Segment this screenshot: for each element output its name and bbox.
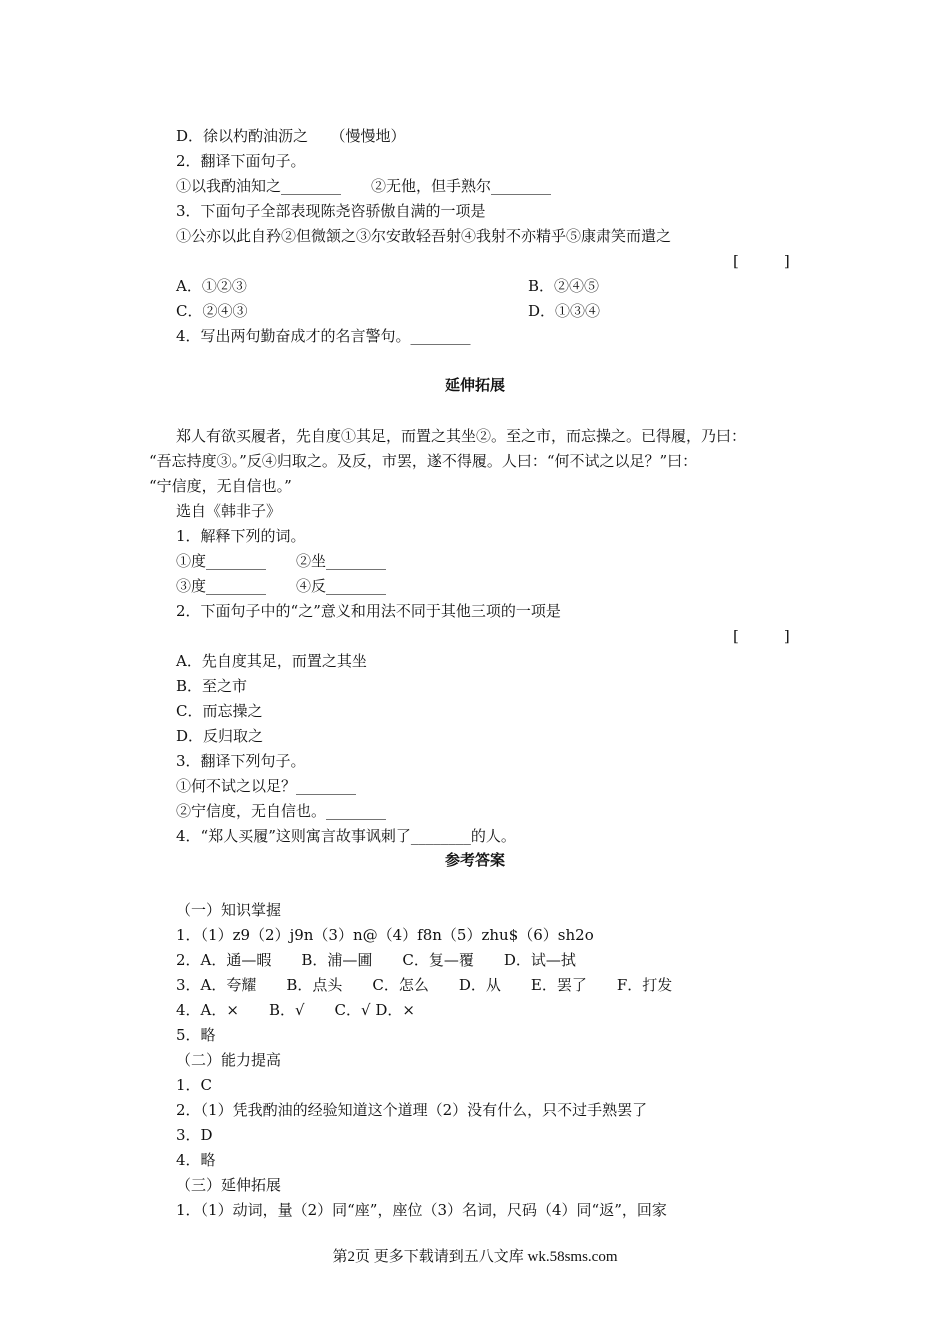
ext-question-4: 4．“郑人买履”这则寓言故事讽刺了________的人。 (176, 827, 516, 845)
option-a: A．①②③ (176, 277, 247, 295)
ext-question-1-items-b: ③度________ ④反________ (176, 577, 387, 595)
answer-1-2: 2．A．通—暇 B．浦—圃 C．复—覆 D．试—拭 (176, 951, 576, 969)
option-d-line: D．徐以杓酌油沥之 （慢慢地） (176, 127, 406, 145)
ext-question-3-a: ①何不试之以足？________ (176, 777, 357, 795)
question-3-heading: 3．下面句子全部表现陈尧咨骄傲自满的一项是 (176, 202, 486, 220)
answer-bracket: [ ] (733, 252, 790, 270)
passage-source: 选自《韩非子》 (176, 502, 282, 520)
answer-2-2: 2．（1）凭我酌油的经验知道这个道理（2）没有什么，只不过手熟罢了 (176, 1101, 648, 1119)
ext-option-b: B．至之市 (176, 677, 248, 695)
answers-subsection-2: （二）能力提高 (176, 1051, 282, 1069)
ext-answer-bracket: [ ] (733, 627, 790, 645)
option-c: C．②④③ (176, 302, 248, 320)
ext-question-1-items-a: ①度________ ②坐________ (176, 552, 387, 570)
option-d: D．①③④ (528, 302, 601, 320)
ext-question-1: 1．解释下列的词。 (176, 527, 306, 545)
answer-1-1: 1．（1）z9（2）j9n（3）n@（4）f8n（5）zhu$（6）sh2o (176, 926, 594, 944)
question-2-sentences: ①以我酌油知之________ ②无他，但手熟尔________ (176, 177, 552, 195)
answers-subsection-3: （三）延伸拓展 (176, 1176, 282, 1194)
ext-option-a: A．先自度其足，而置之其坐 (176, 652, 367, 670)
passage-line-2: “吾忘持度③。”反④归取之。及反，市罢，遂不得履。人曰：“何不试之以足？”曰： (149, 452, 698, 470)
answer-1-4: 4．A．× B．√ C．√ D．× (176, 1001, 415, 1019)
answer-2-4: 4．略 (176, 1151, 216, 1169)
ext-option-d: D．反归取之 (176, 727, 264, 745)
section-title-answers: 参考答案 (444, 851, 505, 869)
passage-line-3: “宁信度，无自信也。” (149, 477, 292, 495)
ext-question-3: 3．翻译下列句子。 (176, 752, 306, 770)
answer-1-5: 5．略 (176, 1026, 216, 1044)
answer-1-3: 3．A．夸耀 B．点头 C．怎么 D．从 E．罢了 F．打发 (176, 976, 673, 994)
passage-line-1: 郑人有欲买履者，先自度①其足，而置之其坐②。至之市，而忘操之。已得履，乃曰： (176, 427, 747, 445)
answer-3-1: 1．（1）动词，量（2）同“座”，座位（3）名词，尺码（4）同“返”，回家 (176, 1201, 667, 1219)
answer-2-1: 1．C (176, 1076, 213, 1094)
question-2-heading: 2．翻译下面句子。 (176, 152, 306, 170)
ext-question-3-b: ②宁信度，无自信也。________ (176, 802, 387, 820)
answer-2-3: 3．D (176, 1126, 213, 1144)
question-3-sentences: ①公亦以此自矜②但微颔之③尔安敢轻吾射④我射不亦精乎⑤康肃笑而遣之 (176, 227, 672, 245)
ext-question-2: 2．下面句子中的“之”意义和用法不同于其他三项的一项是 (176, 602, 561, 620)
option-b: B．②④⑤ (528, 277, 600, 295)
page-footer: 第2页 更多下载请到五八文库 wk.58sms.com (332, 1249, 618, 1265)
ext-option-c: C．而忘操之 (176, 702, 263, 720)
question-4: 4．写出两句勤奋成才的名言警句。________ (176, 327, 471, 345)
answers-subsection-1: （一）知识掌握 (176, 901, 282, 919)
section-title-extension: 延伸拓展 (444, 376, 505, 394)
